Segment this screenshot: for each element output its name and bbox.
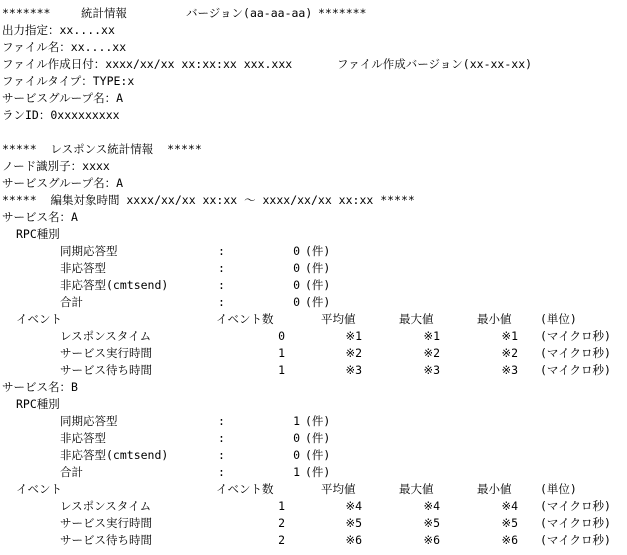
file-created-version: ファイル作成バージョン(xx-xx-xx) [337,57,533,71]
event-min: ※5 [501,516,518,530]
unit-micro: (マイクロ秒) [540,363,611,377]
event-avg: ※4 [345,499,362,513]
response-service-group: サービスグループ名：A [2,176,124,190]
rpc-sync-label: 同期応答型 [60,414,118,428]
colon: : [218,431,225,445]
colon: : [218,295,225,309]
event-min: ※3 [501,363,518,377]
response-heading: ***** レスポンス統計情報 ***** [2,142,202,156]
event-count: 2 [278,533,285,547]
unit-ken: (件) [305,465,331,479]
event-label: サービス待ち時間 [60,363,152,377]
event-label: レスポンスタイム [60,329,152,343]
event-count: 2 [278,516,285,530]
event-avg: ※6 [345,533,362,547]
unit-header: (単位) [540,312,577,326]
rpc-count: 0 [293,261,300,275]
unit-ken: (件) [305,261,331,275]
unit-ken: (件) [305,448,331,462]
event-max: ※4 [423,499,440,513]
header-stars-right: ******* [318,6,367,20]
rpc-sync-label: 同期応答型 [60,244,118,258]
unit-ken: (件) [305,414,331,428]
event-min: ※2 [501,346,518,360]
rpc-count: 0 [293,448,300,462]
min-header: 最小値 [477,312,512,326]
rpc-count: 1 [293,414,300,428]
avg-header: 平均値 [321,482,356,496]
edit-period: ***** 編集対象時間 xxxx/xx/xx xx:xx 〜 xxxx/xx/xx xx:xx ***** [2,193,415,207]
run-id: ランID：0xxxxxxxxx [2,108,120,122]
event-label: レスポンスタイム [60,499,152,513]
event-header: イベント [16,312,62,326]
unit-micro: (マイクロ秒) [540,329,611,343]
event-label: サービス実行時間 [60,516,152,530]
service-name: サービス名：A [2,210,78,224]
header-version: バージョン(aa-aa-aa) [186,6,313,20]
service-group-name: サービスグループ名：A [2,91,124,105]
rpc-count: 1 [293,465,300,479]
rpc-async-label: 非応答型 [60,261,106,275]
colon: : [218,448,225,462]
event-avg: ※3 [345,363,362,377]
output-spec: 出力指定：xx....xx [2,23,115,37]
event-count-header: イベント数 [216,312,274,326]
unit-micro: (マイクロ秒) [540,346,611,360]
unit-ken: (件) [305,278,331,292]
max-header: 最大値 [399,482,434,496]
node-id: ノード識別子：xxxx [2,159,110,173]
event-max: ※3 [423,363,440,377]
rpc-label: RPC種別 [16,227,60,241]
rpc-count: 0 [293,278,300,292]
event-avg: ※5 [345,516,362,530]
rpc-total-label: 合計 [60,295,83,309]
unit-ken: (件) [305,244,331,258]
rpc-async-label: 非応答型 [60,431,106,445]
header-title: 統計情報 [81,6,127,20]
file-created-date: ファイル作成日付：xxxx/xx/xx xx:xx:xx xxx.xxx [2,57,293,71]
max-header: 最大値 [399,312,434,326]
event-avg: ※2 [345,346,362,360]
unit-ken: (件) [305,431,331,445]
event-count: 1 [278,499,285,513]
event-count: 0 [278,329,285,343]
unit-micro: (マイクロ秒) [540,516,611,530]
unit-micro: (マイクロ秒) [540,499,611,513]
event-min: ※4 [501,499,518,513]
colon: : [218,244,225,258]
event-max: ※5 [423,516,440,530]
rpc-count: 0 [293,431,300,445]
unit-micro: (マイクロ秒) [540,533,611,547]
header-stars-left: ******* [2,6,51,20]
event-count: 1 [278,346,285,360]
colon: : [218,261,225,275]
event-avg: ※1 [345,329,362,343]
colon: : [218,278,225,292]
avg-header: 平均値 [321,312,356,326]
event-max: ※2 [423,346,440,360]
rpc-total-label: 合計 [60,465,83,479]
rpc-cmtsend-label: 非応答型(cmtsend) [60,278,169,292]
event-max: ※1 [423,329,440,343]
event-header: イベント [16,482,62,496]
colon: : [218,414,225,428]
event-count-header: イベント数 [216,482,274,496]
event-max: ※6 [423,533,440,547]
event-min: ※6 [501,533,518,547]
file-name: ファイル名：xx....xx [2,40,127,54]
rpc-count: 0 [293,244,300,258]
rpc-label: RPC種別 [16,397,60,411]
event-min: ※1 [501,329,518,343]
event-count: 1 [278,363,285,377]
unit-ken: (件) [305,295,331,309]
rpc-count: 0 [293,295,300,309]
rpc-cmtsend-label: 非応答型(cmtsend) [60,448,169,462]
unit-header: (単位) [540,482,577,496]
event-label: サービス待ち時間 [60,533,152,547]
colon: : [218,465,225,479]
min-header: 最小値 [477,482,512,496]
file-type: ファイルタイプ：TYPE:x [2,74,135,88]
service-name: サービス名：B [2,380,78,394]
event-label: サービス実行時間 [60,346,152,360]
